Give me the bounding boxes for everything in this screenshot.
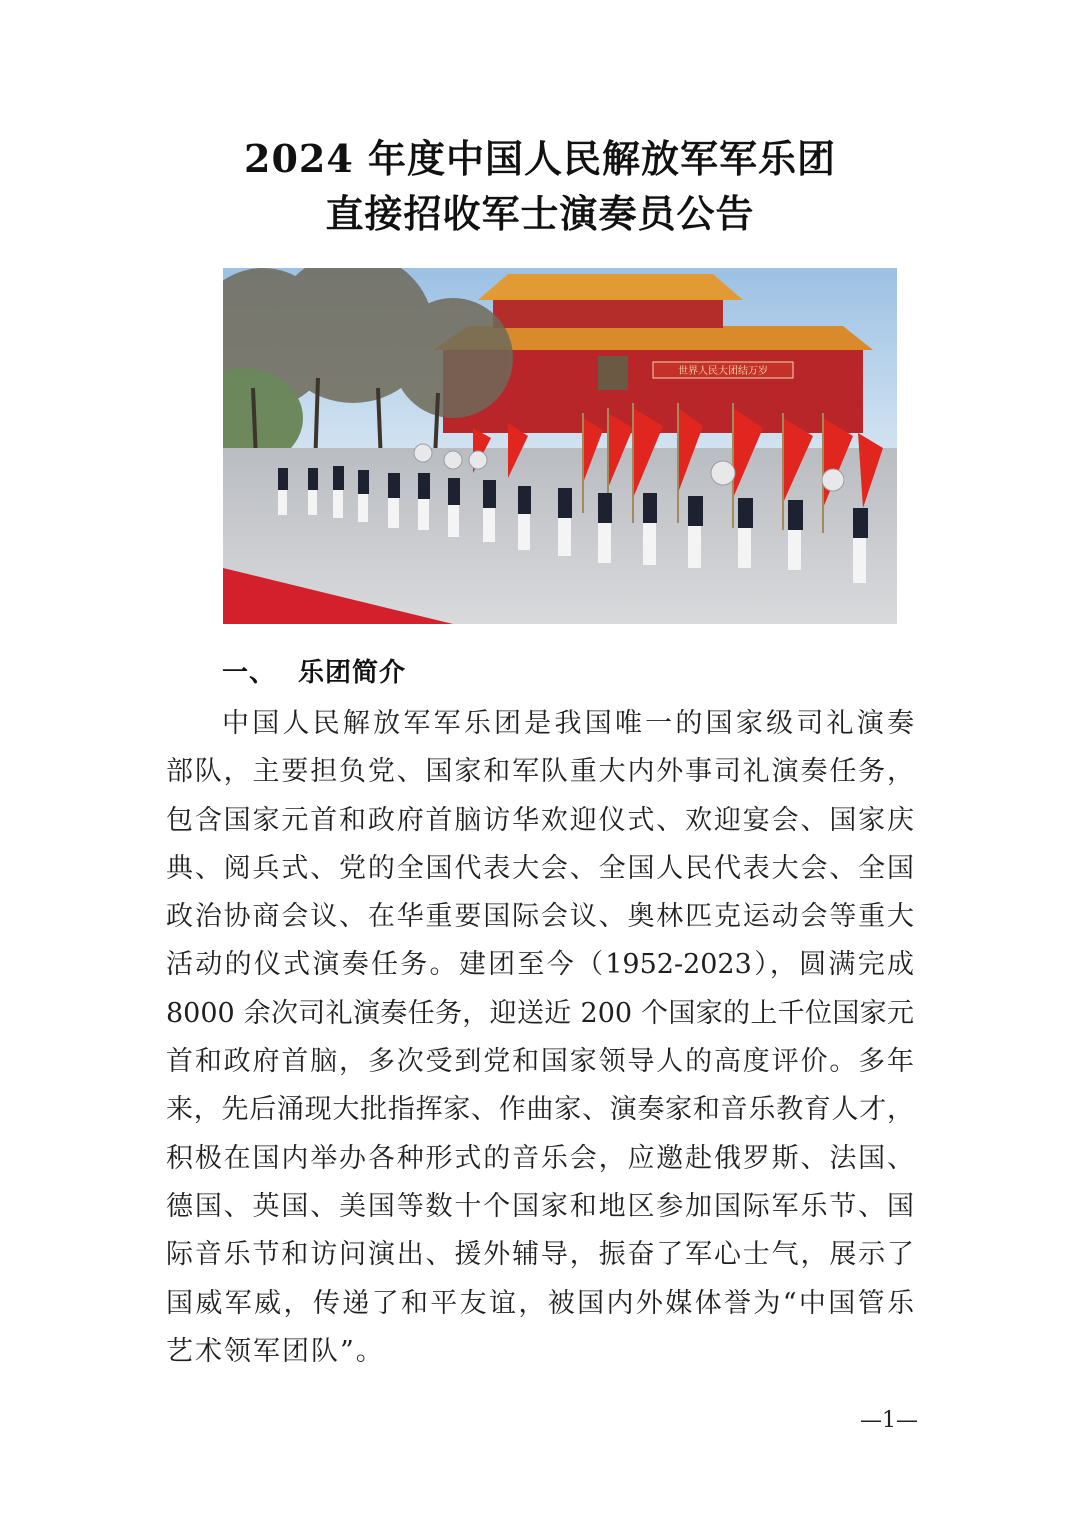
body-line: 政治协商会议、在华重要国际会议、奥林匹克运动会等重大 xyxy=(166,901,914,933)
section-number: 一、 xyxy=(222,658,277,688)
body-line: 际音乐节和访问演出、援外辅导，振奋了军心士气，展示了 xyxy=(166,1239,914,1271)
body-line: 活动的仪式演奏任务。建团至今（1952-2023），圆满完成 xyxy=(166,949,914,981)
body-line: 德国、英国、美国等数十个国家和地区参加国际军乐节、国 xyxy=(166,1190,914,1222)
slogan-sign-text: 世界人民大团结万岁 xyxy=(678,366,768,377)
gate-roof-upper xyxy=(478,274,743,300)
body-line: 典、阅兵式、党的全国代表大会、全国人民代表大会、全国 xyxy=(166,852,914,884)
page-number: —1— xyxy=(860,1408,918,1433)
section-heading xyxy=(222,652,406,689)
section-title: 乐团简介 xyxy=(298,658,407,688)
body-line: 部队，主要担负党、国家和军队重大内外事司礼演奏任务， xyxy=(166,756,914,788)
document-title-line-2: 直接招收军士演奏员公告 xyxy=(325,191,755,236)
gate-hall xyxy=(493,298,723,328)
body-line: 艺术领军团队”。 xyxy=(166,1335,385,1367)
gate-portrait xyxy=(598,356,628,390)
section-body xyxy=(166,700,914,1376)
body-line: 国威军威，传递了和平友谊，被国内外媒体誉为“中国管乐 xyxy=(166,1287,914,1319)
body-line: 首和政府首脑，多次受到党和国家领导人的高度评价。多年 xyxy=(166,1046,914,1078)
document-title-line-1: 2024 年度中国人民解放军军乐团 xyxy=(244,136,836,181)
body-line: 8000 余次司礼演奏任务，迎送近 200 个国家的上千位国家元 xyxy=(166,997,914,1029)
photo-illustration xyxy=(223,268,897,624)
body-line: 来，先后涌现大批指挥家、作曲家、演奏家和音乐教育人才， xyxy=(166,1094,914,1126)
body-line: 中国人民解放军军乐团是我国唯一的国家级司礼演奏 xyxy=(222,708,914,739)
body-line: 包含国家元首和政府首脑访华欢迎仪式、欢迎宴会、国家庆 xyxy=(166,804,914,836)
body-line: 积极在国内举办各种形式的音乐会，应邀赴俄罗斯、法国、 xyxy=(166,1142,914,1174)
band-parade-photo xyxy=(223,268,897,624)
